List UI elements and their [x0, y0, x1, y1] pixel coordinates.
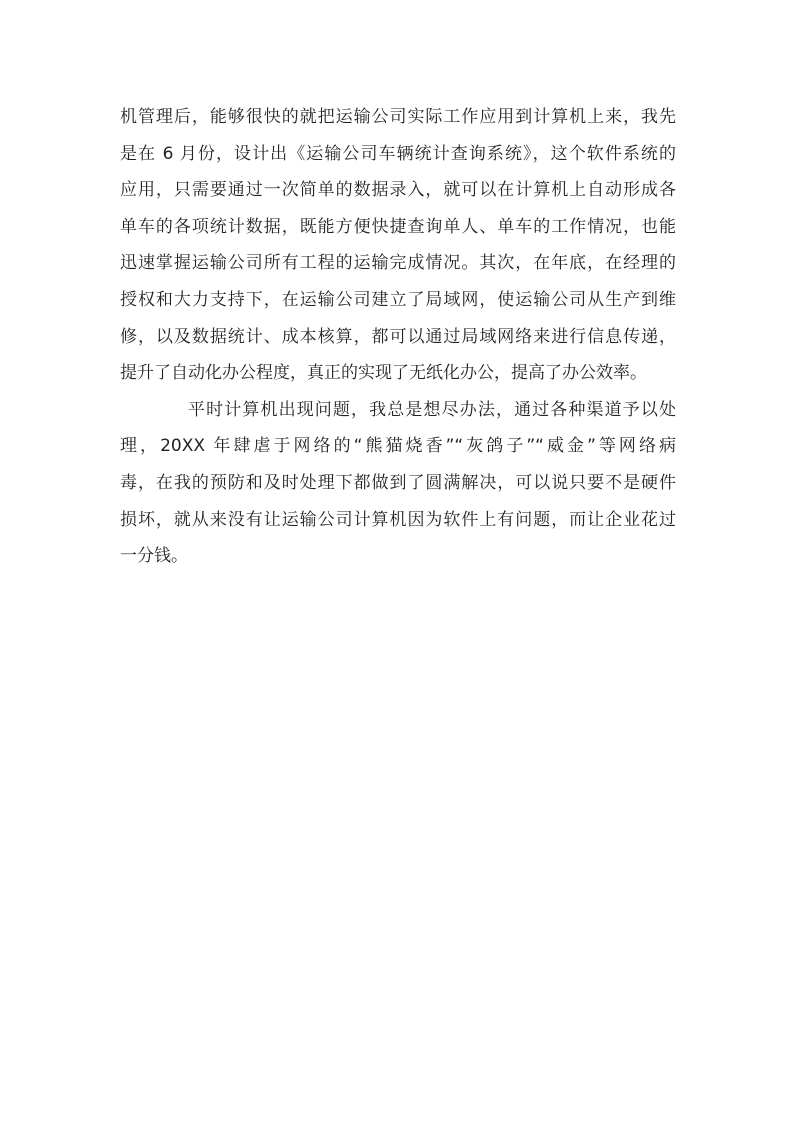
paragraph-1 — [120, 104, 676, 397]
text-line: 授权和大力支持下，在运输公司建立了局域网，使运输公司从生产到维 — [120, 289, 676, 310]
text-line: 一分钱。 — [120, 546, 188, 567]
text-line: 平时计算机出现问题，我总是想尽办法，通过各种渠道予以处 — [188, 399, 676, 420]
text-line: 提升了自动化办公程度，真正的实现了无纸化办公，提高了办公效率。 — [120, 363, 647, 384]
text-line: 修，以及数据统计、成本核算，都可以通过局域网络来进行信息传递， — [120, 326, 676, 347]
document-body — [120, 104, 676, 580]
paragraph-2 — [120, 397, 676, 580]
text-line: 是在 6 月份，设计出《运输公司车辆统计查询系统》，这个软件系统的 — [120, 143, 676, 164]
text-line: 迅速掌握运输公司所有工程的运输完成情况。其次，在年底，在经理的 — [120, 253, 676, 274]
text-line: 理，20XX 年肆虐于网络的“熊猫烧香”“灰鸽子”“威金”等网络病 — [120, 436, 676, 457]
text-line: 毒，在我的预防和及时处理下都做到了圆满解决，可以说只要不是硬件 — [120, 472, 676, 493]
text-line: 损坏，就从来没有让运输公司计算机因为软件上有问题，而让企业花过 — [120, 509, 676, 530]
text-line: 单车的各项统计数据，既能方便快捷查询单人、单车的工作情况，也能 — [120, 216, 676, 237]
text-line: 机管理后，能够很快的就把运输公司实际工作应用到计算机上来，我先 — [120, 107, 676, 127]
text-line: 应用，只需要通过一次简单的数据录入，就可以在计算机上自动形成各 — [120, 180, 676, 201]
